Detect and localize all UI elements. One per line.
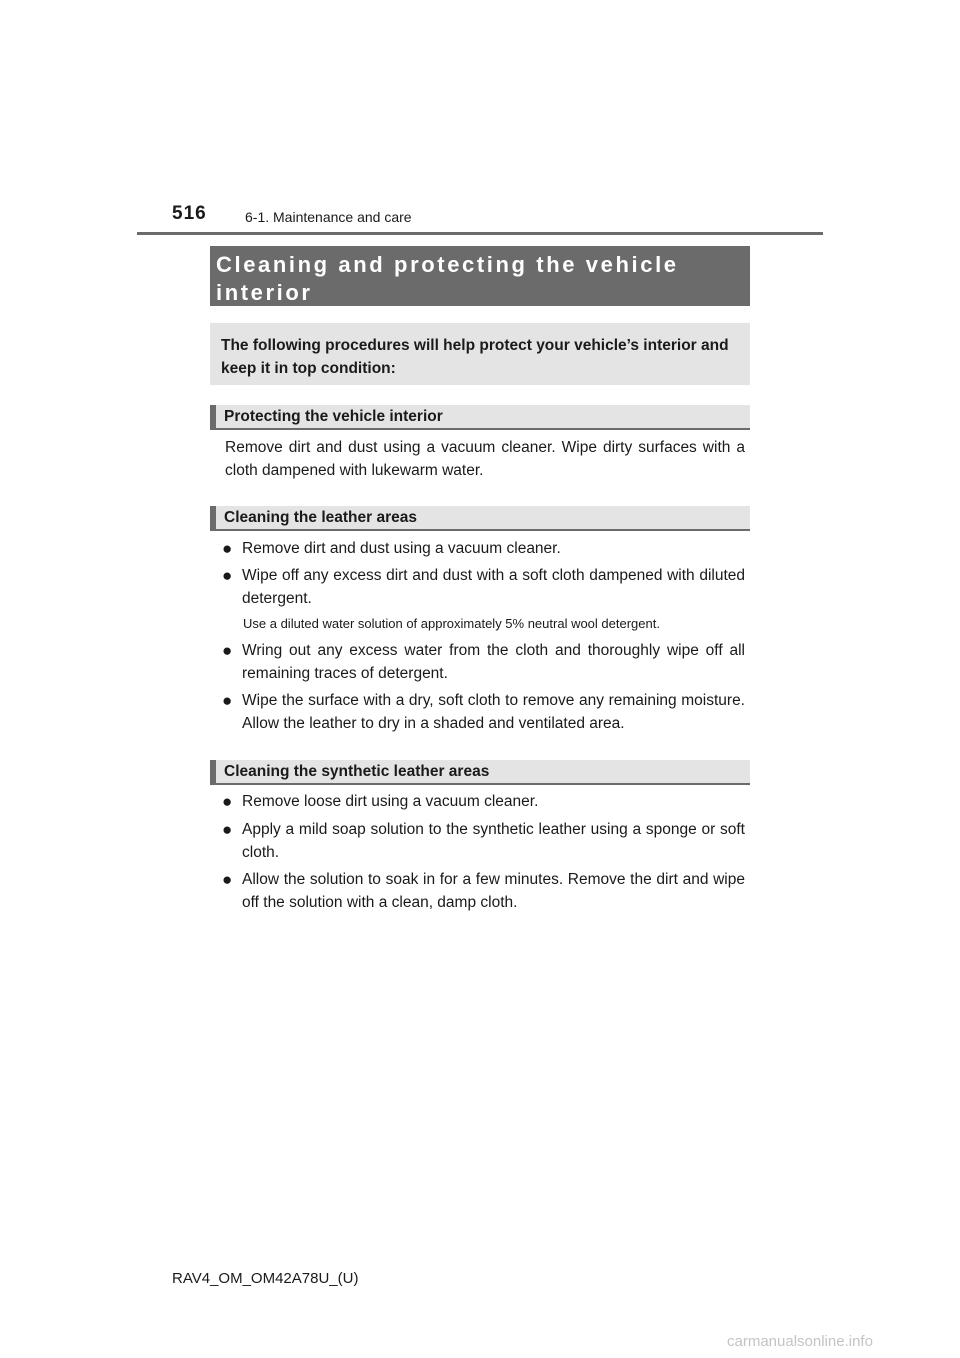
list-item bbox=[222, 564, 745, 610]
list-item bbox=[222, 689, 745, 735]
list-item bbox=[222, 818, 745, 864]
subheading-leather-areas: Cleaning the leather areas bbox=[210, 506, 750, 531]
list-item-text: Wring out any excess water from the cloth and thoroughly wipe off all remaining traces of detergent. bbox=[242, 642, 745, 682]
list-item-text: Wipe the surface with a dry, soft cloth to remove any remaining moisture. Allow the leather to dry in a shaded and ventilated area. bbox=[242, 692, 745, 732]
list-item-text: Apply a mild soap solution to the synthetic leather using a sponge or soft cloth. bbox=[242, 821, 745, 861]
note-detergent: Use a diluted water solution of approximately 5% neutral wool detergent. bbox=[243, 616, 660, 631]
bullet-icon: ● bbox=[222, 641, 233, 660]
list-item-text: Remove dirt and dust using a vacuum cleaner. bbox=[242, 540, 561, 557]
list-item bbox=[222, 868, 745, 914]
page-number: 516 bbox=[172, 203, 207, 224]
header-divider bbox=[137, 232, 823, 235]
intro-text: The following procedures will help protect your vehicle’s interior and keep it in top condition: bbox=[210, 323, 750, 385]
bullet-icon: ● bbox=[222, 870, 233, 889]
bullet-icon: ● bbox=[222, 691, 233, 710]
bullet-icon: ● bbox=[222, 539, 233, 558]
bullet-icon: ● bbox=[222, 792, 233, 811]
watermark: carmanualsonline.info bbox=[727, 1333, 873, 1350]
section-label: 6-1. Maintenance and care bbox=[245, 209, 412, 225]
paragraph-protecting-interior: Remove dirt and dust using a vacuum cleaner. Wipe dirty surfaces with a cloth dampened with lukewarm water. bbox=[225, 439, 745, 479]
list-item-text: Remove loose dirt using a vacuum cleaner. bbox=[242, 793, 539, 810]
page-title: Cleaning and protecting the vehicle interior bbox=[210, 246, 750, 306]
document-code: RAV4_OM_OM42A78U_(U) bbox=[172, 1270, 359, 1287]
bullet-icon: ● bbox=[222, 566, 233, 585]
subheading-synthetic-leather: Cleaning the synthetic leather areas bbox=[210, 760, 750, 785]
list-item-text: Wipe off any excess dirt and dust with a soft cloth dampened with diluted detergent. bbox=[242, 567, 745, 607]
list-item bbox=[222, 790, 745, 813]
subheading-protecting-interior: Protecting the vehicle interior bbox=[210, 405, 750, 430]
list-item-text: Allow the solution to soak in for a few minutes. Remove the dirt and wipe off the solution with a clean, damp cloth. bbox=[242, 871, 745, 911]
list-item bbox=[222, 537, 745, 560]
bullet-icon: ● bbox=[222, 820, 233, 839]
list-item bbox=[222, 639, 745, 685]
